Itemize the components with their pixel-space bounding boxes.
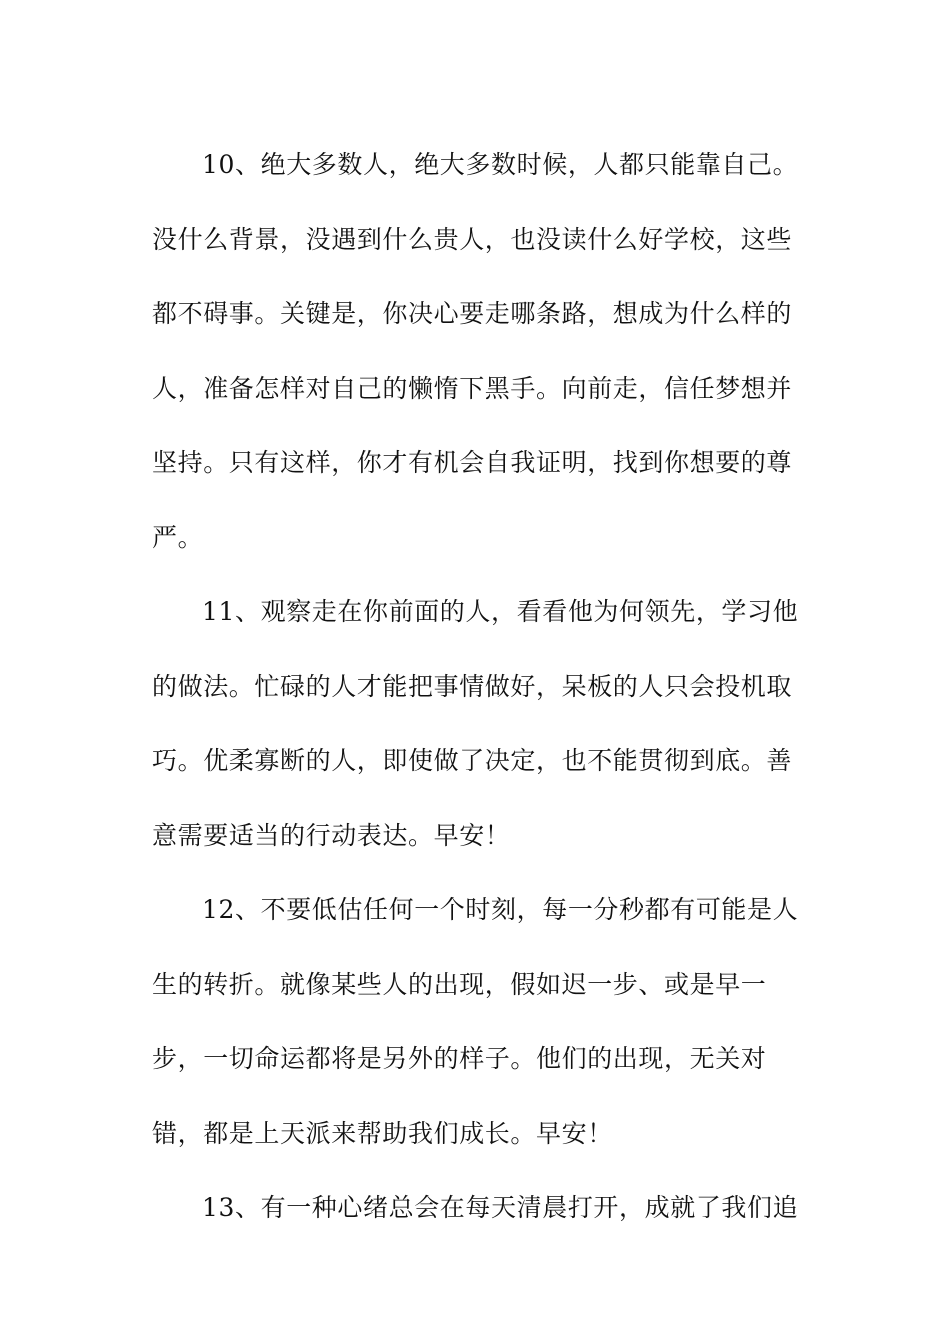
- text-line: 严。: [152, 522, 204, 552]
- text-line: 13、有一种心绪总会在每天清晨打开，成就了我们追: [202, 1193, 799, 1222]
- text-line: 意需要适当的行动表达。早安！: [152, 820, 511, 850]
- paragraph-13: [152, 1171, 799, 1246]
- text-line: 巧。优柔寡断的人，即使做了决定，也不能贯彻到底。善: [152, 746, 793, 775]
- text-line: 坚持。只有这样，你才有机会自我证明，找到你想要的尊: [152, 448, 793, 477]
- text-line: 的做法。忙碌的人才能把事情做好，呆板的人只会投机取: [152, 671, 793, 701]
- paragraph-10: [152, 128, 799, 575]
- text-line: 12、不要低估任何一个时刻，每一分秒都有可能是人: [202, 895, 799, 924]
- text-line: 没什么背景，没遇到什么贵人，也没读什么好学校，这些: [152, 224, 793, 254]
- text-line: 生的转折。就像某些人的出现，假如迟一步、或是早一: [152, 969, 767, 999]
- text-line: 人，准备怎样对自己的懒惰下黑手。向前走，信任梦想并: [152, 373, 793, 403]
- paragraph-12: [152, 873, 799, 1171]
- document-body: [152, 128, 799, 1246]
- paragraph-11: [152, 575, 799, 873]
- text-line: 11、观察走在你前面的人，看看他为何领先，学习他: [202, 597, 799, 626]
- text-line: 错，都是上天派来帮助我们成长。早安！: [152, 1118, 613, 1148]
- text-line: 10、绝大多数人，绝大多数时候，人都只能靠自己。: [202, 150, 799, 179]
- text-line: 步，一切命运都将是另外的样子。他们的出现，无关对: [152, 1044, 767, 1073]
- text-line: 都不碍事。关键是，你决心要走哪条路，想成为什么样的: [152, 299, 793, 328]
